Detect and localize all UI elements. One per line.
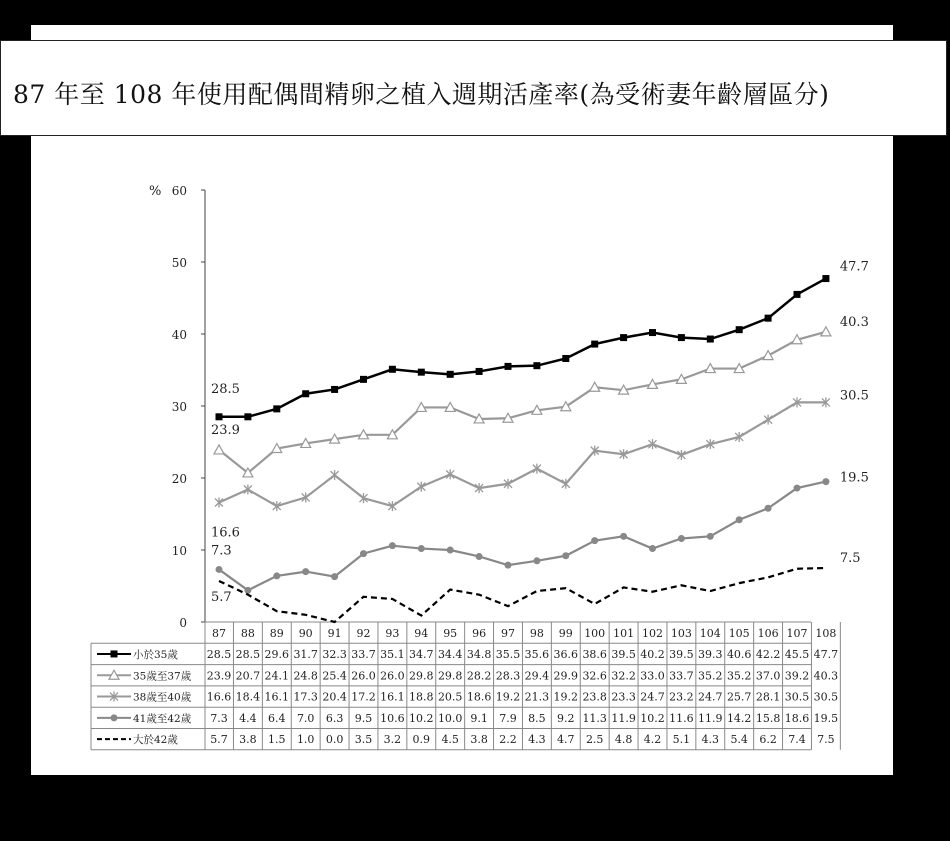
table-cell: 10.0	[437, 711, 463, 725]
table-cell: 28.3	[495, 669, 521, 683]
y-tick-label: 0	[179, 616, 187, 630]
table-cell: 29.9	[553, 669, 579, 683]
table-cell: 2.5	[585, 733, 604, 747]
data-point	[736, 326, 743, 333]
data-point	[331, 470, 339, 480]
series-start-label: 23.9	[211, 422, 240, 438]
data-point	[591, 537, 598, 544]
data-point	[111, 714, 118, 721]
legend-label: 小於35歲	[133, 648, 178, 661]
title-box	[0, 40, 947, 136]
table-cell: 3.2	[383, 733, 402, 747]
table-cell: 37.0	[755, 669, 781, 683]
x-tick-label: 103	[670, 627, 692, 640]
x-tick-label: 94	[414, 627, 429, 640]
table-cell: 7.0	[296, 711, 315, 725]
table-cell: 33.0	[640, 669, 665, 683]
table-cell: 39.5	[669, 647, 694, 661]
data-point	[389, 542, 396, 549]
data-point	[244, 413, 251, 420]
series-start-label: 28.5	[211, 381, 240, 397]
table-cell: 4.2	[643, 733, 662, 747]
table-cell: 17.3	[293, 690, 318, 704]
series-line	[219, 279, 826, 417]
table-cell: 7.4	[788, 733, 806, 747]
table-cell: 29.6	[264, 647, 290, 661]
table-cell: 26.0	[351, 669, 376, 683]
series-start-label: 16.6	[211, 525, 240, 541]
y-tick-label: 30	[171, 400, 187, 414]
table-cell: 9.5	[354, 711, 373, 725]
series-end-label: 30.5	[839, 388, 869, 404]
data-point	[562, 355, 569, 362]
table-cell: 16.1	[264, 690, 290, 704]
table-cell: 33.7	[351, 647, 376, 661]
data-point	[244, 587, 251, 594]
table-cell: 3.8	[470, 733, 488, 747]
table-cell: 0.0	[325, 733, 344, 747]
table-cell: 6.3	[325, 711, 344, 725]
data-point	[360, 550, 367, 557]
data-point	[418, 545, 425, 552]
x-tick-label: 88	[240, 627, 255, 640]
table-cell: 24.7	[698, 690, 723, 704]
x-tick-label: 100	[584, 627, 606, 640]
table-cell: 4.5	[441, 733, 459, 747]
data-point	[533, 362, 540, 369]
table-cell: 21.3	[524, 690, 550, 704]
table-cell: 19.5	[813, 711, 839, 725]
data-point	[763, 351, 773, 360]
series-start-label: 7.3	[211, 543, 232, 559]
x-tick-label: 98	[529, 627, 544, 640]
table-cell: 38.6	[582, 647, 607, 661]
table-cell: 17.2	[351, 690, 376, 704]
x-tick-label: 101	[613, 627, 635, 640]
data-point	[214, 445, 224, 454]
table-cell: 33.7	[669, 669, 694, 683]
table-cell: 4.8	[614, 733, 633, 747]
table-cell: 28.5	[206, 647, 232, 661]
x-tick-label: 89	[269, 627, 284, 640]
table-cell: 35.1	[380, 647, 405, 661]
table-cell: 40.2	[640, 647, 665, 661]
data-point	[764, 415, 772, 425]
table-cell: 5.7	[210, 733, 228, 747]
data-point	[678, 334, 685, 341]
table-cell: 36.6	[553, 647, 579, 661]
table-cell: 28.1	[755, 690, 781, 704]
table-cell: 18.4	[235, 690, 261, 704]
series-line	[219, 402, 826, 506]
data-point	[533, 464, 541, 474]
table-cell: 9.2	[557, 711, 575, 725]
table-cell: 47.7	[813, 647, 839, 661]
x-tick-label: 95	[443, 627, 458, 640]
table-cell: 29.4	[524, 669, 550, 683]
data-point	[591, 341, 598, 348]
data-point	[620, 533, 627, 540]
x-tick-label: 102	[642, 627, 663, 640]
table-cell: 28.5	[235, 647, 261, 661]
data-point	[821, 327, 831, 336]
table-cell: 3.8	[239, 733, 257, 747]
table-cell: 20.4	[322, 690, 347, 704]
table-cell: 19.2	[495, 690, 521, 704]
y-tick-label: 50	[171, 256, 187, 270]
table-cell: 32.6	[582, 669, 607, 683]
table-cell: 2.2	[499, 733, 517, 747]
data-point	[111, 650, 118, 657]
x-tick-label: 90	[298, 627, 313, 640]
table-cell: 1.0	[296, 733, 315, 747]
table-cell: 10.6	[380, 711, 405, 725]
table-cell: 11.3	[582, 711, 607, 725]
data-point	[794, 291, 801, 298]
data-point	[216, 566, 223, 573]
table-cell: 23.2	[669, 690, 694, 704]
data-point	[302, 390, 309, 397]
table-cell: 10.2	[640, 711, 665, 725]
table-cell: 39.2	[784, 669, 810, 683]
table-cell: 4.3	[701, 733, 720, 747]
data-point	[273, 405, 280, 412]
table-cell: 0.9	[412, 733, 431, 747]
table-cell: 4.4	[239, 711, 257, 725]
y-axis-unit-label: %	[149, 184, 162, 199]
data-point	[822, 478, 829, 485]
table-cell: 4.3	[528, 733, 546, 747]
table-cell: 35.6	[524, 647, 550, 661]
table-cell: 20.7	[235, 669, 261, 683]
table-cell: 6.2	[759, 733, 777, 747]
table-cell: 6.4	[268, 711, 286, 725]
data-point	[649, 329, 656, 336]
table-cell: 40.6	[726, 647, 752, 661]
y-tick-label: 40	[171, 328, 187, 342]
data-point	[765, 505, 772, 512]
table-cell: 32.3	[322, 647, 347, 661]
table-cell: 11.6	[669, 711, 694, 725]
table-cell: 11.9	[698, 711, 723, 725]
legend-label: 38歲至40歲	[133, 691, 192, 704]
table-cell: 34.8	[466, 647, 492, 661]
series-line	[219, 568, 826, 622]
x-tick-label: 105	[728, 627, 750, 640]
table-cell: 39.3	[698, 647, 723, 661]
legend-label: 35歲至37歲	[133, 670, 192, 683]
x-tick-label: 106	[757, 627, 779, 640]
table-cell: 16.6	[206, 690, 232, 704]
x-tick-label: 104	[699, 627, 721, 640]
data-point	[505, 363, 512, 370]
table-cell: 18.6	[466, 690, 492, 704]
table-cell: 7.5	[817, 733, 835, 747]
data-point	[244, 485, 252, 495]
data-point	[562, 552, 569, 559]
data-point	[822, 275, 829, 282]
table-cell: 39.5	[611, 647, 636, 661]
table-cell: 31.7	[293, 647, 318, 661]
table-cell: 23.3	[611, 690, 636, 704]
table-cell: 35.5	[495, 647, 521, 661]
table-cell: 15.8	[755, 711, 781, 725]
legend-label: 大於42歲	[133, 734, 178, 747]
data-point	[533, 557, 540, 564]
table-cell: 19.2	[553, 690, 579, 704]
table-cell: 5.1	[672, 733, 691, 747]
x-tick-label: 91	[327, 627, 342, 640]
x-tick-label: 87	[212, 627, 226, 640]
data-point	[331, 573, 338, 580]
legend-label: 41歲至42歲	[133, 712, 192, 725]
data-point	[418, 369, 425, 376]
table-cell: 18.8	[409, 690, 434, 704]
table-cell: 9.1	[470, 711, 488, 725]
data-point	[215, 497, 223, 507]
table-cell: 14.2	[726, 711, 752, 725]
data-point	[331, 386, 338, 393]
x-tick-label: 99	[558, 627, 573, 640]
table-cell: 28.2	[466, 669, 492, 683]
table-cell: 32.2	[611, 669, 636, 683]
table-cell: 20.5	[437, 690, 463, 704]
table-cell: 5.4	[730, 733, 748, 747]
x-tick-label: 92	[356, 627, 371, 640]
table-cell: 7.3	[210, 711, 228, 725]
table-cell: 1.5	[268, 733, 286, 747]
table-cell: 23.8	[582, 690, 607, 704]
series-end-label: 19.5	[839, 470, 869, 486]
x-tick-label: 107	[786, 627, 808, 640]
data-point	[620, 334, 627, 341]
table-cell: 25.4	[322, 669, 347, 683]
data-point	[476, 553, 483, 560]
data-point	[794, 485, 801, 492]
data-point	[360, 376, 367, 383]
series-start-label: 5.7	[211, 589, 232, 605]
table-cell: 29.8	[409, 669, 434, 683]
series-line	[219, 482, 826, 591]
table-cell: 25.7	[726, 690, 752, 704]
table-cell: 10.2	[409, 711, 434, 725]
table-cell: 30.5	[784, 690, 810, 704]
data-point	[707, 533, 714, 540]
table-cell: 29.8	[437, 669, 463, 683]
data-point	[678, 535, 685, 542]
series-line	[219, 332, 826, 473]
table-cell: 30.5	[813, 690, 839, 704]
data-point	[562, 479, 570, 489]
y-tick-label: 60	[171, 184, 187, 198]
series-end-label: 47.7	[839, 259, 869, 275]
table-cell: 16.1	[380, 690, 405, 704]
table-cell: 24.1	[264, 669, 290, 683]
table-cell: 18.6	[784, 711, 810, 725]
data-point	[476, 368, 483, 375]
x-tick-label: 108	[815, 627, 837, 640]
table-cell: 7.9	[499, 711, 517, 725]
data-point	[447, 371, 454, 378]
y-tick-label: 10	[171, 544, 187, 558]
table-cell: 3.5	[354, 733, 373, 747]
table-cell: 24.7	[640, 690, 665, 704]
data-point	[389, 366, 396, 373]
table-cell: 4.7	[557, 733, 575, 747]
table-cell: 23.9	[206, 669, 232, 683]
table-cell: 34.4	[437, 647, 463, 661]
series-end-label: 7.5	[839, 551, 861, 566]
data-point	[302, 568, 309, 575]
x-tick-label: 97	[501, 627, 515, 640]
series-end-label: 40.3	[839, 314, 869, 330]
table-cell: 11.9	[611, 711, 636, 725]
data-point	[505, 562, 512, 569]
table-cell: 42.2	[755, 647, 781, 661]
chart-title: 87 年至 108 年使用配偶間精卵之植入週期活產率(為受術妻年齡層區分)	[13, 80, 830, 109]
table-cell: 40.3	[813, 669, 839, 683]
x-tick-label: 93	[385, 627, 400, 640]
table-cell: 35.2	[726, 669, 752, 683]
data-point	[707, 336, 714, 343]
data-point	[273, 572, 280, 579]
data-point	[736, 516, 743, 523]
y-tick-label: 20	[171, 472, 187, 486]
data-point	[765, 315, 772, 322]
table-cell: 34.7	[409, 647, 434, 661]
data-point	[649, 545, 656, 552]
data-point	[447, 547, 454, 554]
x-tick-label: 96	[472, 627, 487, 640]
table-cell: 35.2	[698, 669, 723, 683]
table-cell: 8.5	[528, 711, 546, 725]
table-cell: 45.5	[784, 647, 810, 661]
data-point	[216, 413, 223, 420]
table-cell: 24.8	[293, 669, 318, 683]
table-cell: 26.0	[380, 669, 405, 683]
